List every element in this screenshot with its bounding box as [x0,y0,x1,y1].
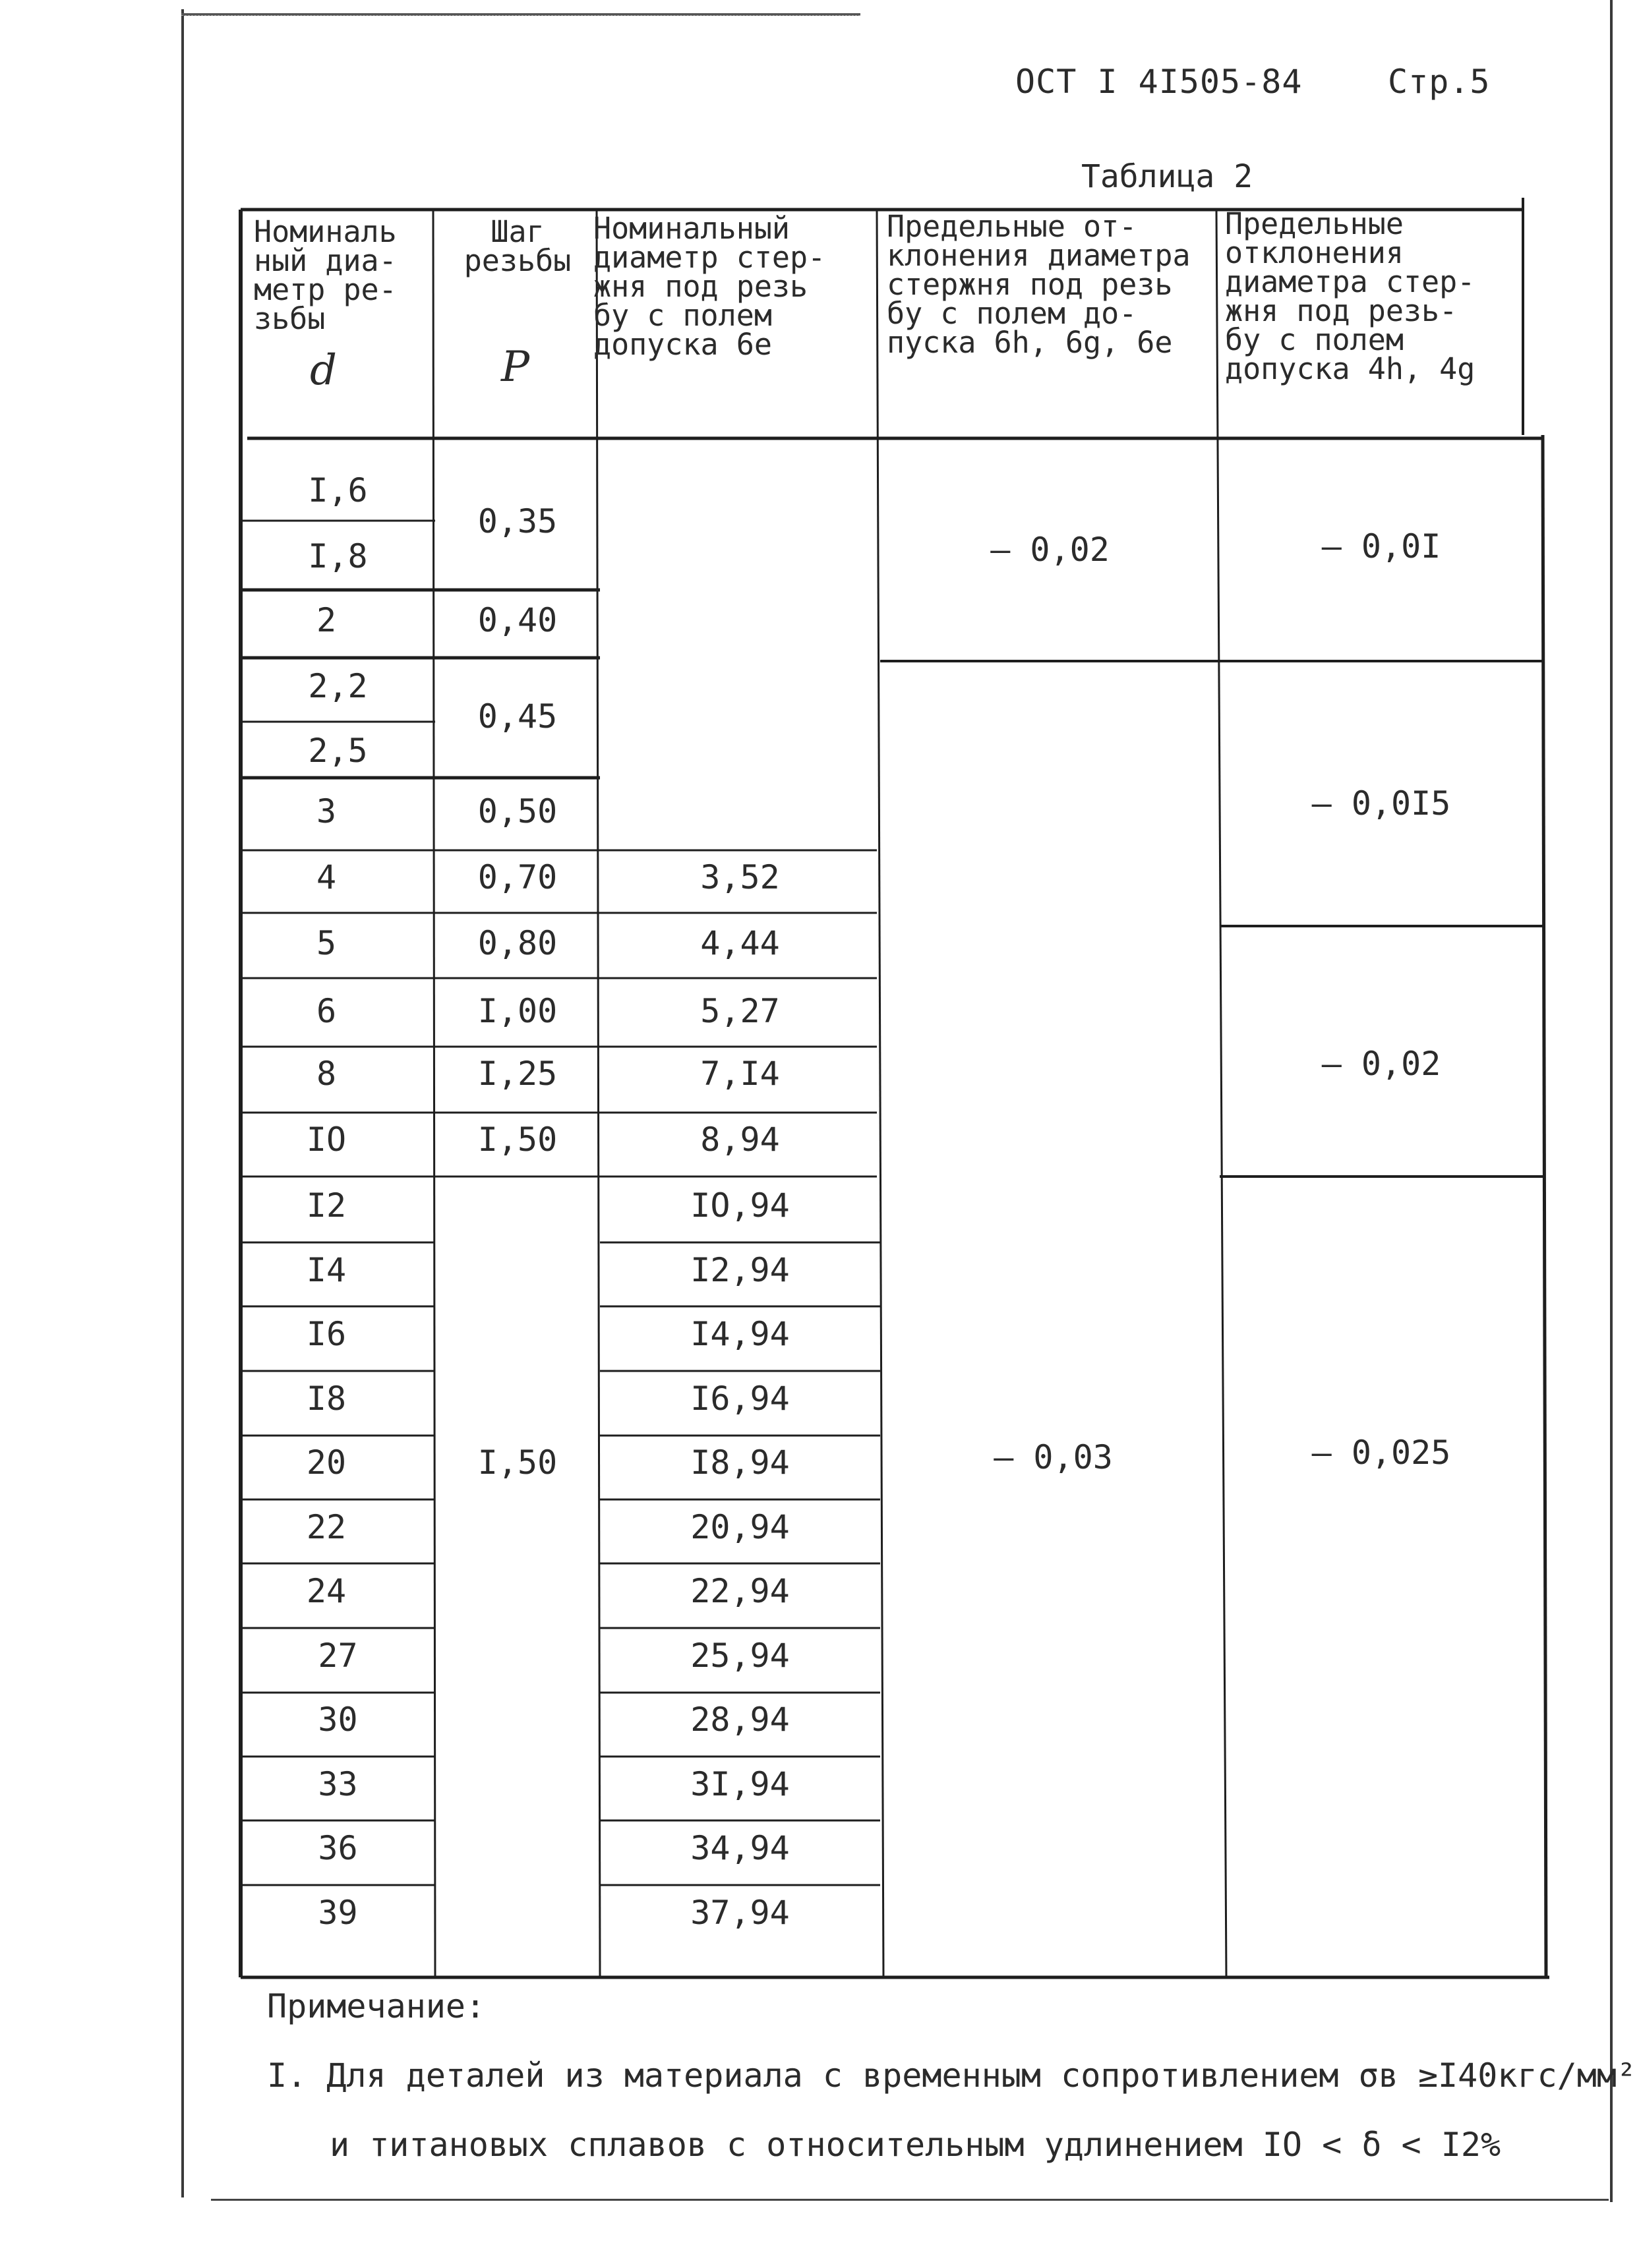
pitch-1-50-merged: I,50 [477,1443,558,1482]
deviation-4-a: – 0,0I [1321,527,1441,566]
column-header-rod-diameter: Номинальный диаметр стер- жня под резь бу с полем допуска 6е [593,211,826,362]
rod-diameter-4: 7,I4 [700,1055,780,1093]
rod-diameter-7: I2,94 [690,1251,790,1289]
row-d-12: I2 [306,1186,347,1225]
row-d-13: I4 [306,1251,347,1289]
deviation-4-c: – 0,02 [1321,1045,1441,1083]
pitch-0-70: 0,70 [477,858,558,896]
row-d-23: 39 [318,1894,358,1932]
pitch-0-40: 0,40 [477,601,558,639]
column-header-nominal-diameter: Номиналь ный диа- метр ре- зьбы [254,214,397,336]
deviation-6-lower: – 0,03 [994,1438,1113,1476]
row-d-11: IO [306,1120,347,1159]
pitch-0-50: 0,50 [477,792,558,830]
deviation-4-b: – 0,0I5 [1311,784,1451,823]
pitch-0-45: 0,45 [477,697,558,736]
pitch-1-25: I,25 [477,1055,558,1093]
note-title: Примечание: [267,1987,486,2025]
row-d-3: 2 [316,601,337,639]
row-d-15: I8 [306,1380,347,1418]
pitch-0-35: 0,35 [477,502,558,540]
row-d-6: 3 [316,792,337,830]
row-d-20: 30 [318,1701,358,1739]
rod-diameter-9: I6,94 [690,1380,790,1418]
deviation-4-d: – 0,025 [1311,1434,1451,1472]
note-line-1: I. Для деталей из материала с временным сопротивлением σв ≥I40кгс/мм² [267,2056,1637,2095]
rod-diameter-12: 22,94 [690,1572,790,1610]
row-d-1: I,6 [308,471,368,509]
rod-diameter-10: I8,94 [690,1443,790,1482]
rod-diameter-1: 3,52 [700,858,780,896]
row-d-14: I6 [306,1315,347,1353]
row-d-17: 22 [306,1508,347,1546]
rod-diameter-8: I4,94 [690,1315,790,1353]
rod-diameter-2: 4,44 [700,924,780,962]
table-title: Таблица 2 [1081,158,1253,195]
row-d-19: 27 [318,1637,358,1675]
row-d-18: 24 [306,1572,347,1610]
rod-diameter-16: 34,94 [690,1829,790,1867]
rod-diameter-14: 28,94 [690,1701,790,1739]
column-header-thread-pitch: Шаг резьбы [463,214,572,278]
symbol-d: d [310,346,337,395]
pitch-0-80: 0,80 [477,924,558,962]
row-d-4: 2,2 [308,667,368,705]
rod-diameter-6: IO,94 [690,1186,790,1225]
row-d-2: I,8 [308,537,368,575]
note-line-2: и титановых сплавов с относительным удлинением IO < δ < I2% [330,2126,1501,2164]
deviation-6-upper: – 0,02 [990,531,1110,569]
rod-diameter-11: 20,94 [690,1508,790,1546]
row-d-10: 8 [316,1055,337,1093]
pitch-1-00: I,00 [477,992,558,1030]
row-d-22: 36 [318,1829,358,1867]
rod-diameter-3: 5,27 [700,992,780,1030]
row-d-5: 2,5 [308,732,368,770]
rod-diameter-5: 8,94 [700,1120,780,1159]
row-d-7: 4 [316,858,337,896]
column-header-deviation-4: Предельные отклонения диаметра стер- жня под резь- бу с полем допуска 4h, 4g [1225,206,1475,386]
row-d-9: 6 [316,992,337,1030]
row-d-16: 20 [306,1443,347,1482]
column-header-deviation-6: Предельные от- клонения диаметра стержня под резь бу с полем до- пуска 6h, 6g, 6е [887,209,1191,360]
rod-diameter-15: 3I,94 [690,1765,790,1803]
rod-diameter-17: 37,94 [690,1894,790,1932]
document-code: ОСТ I 4I505-84 [1015,63,1303,101]
pitch-1-50-single: I,50 [477,1120,558,1159]
symbol-p: P [501,343,530,392]
row-d-8: 5 [316,924,337,962]
row-d-21: 33 [318,1765,358,1803]
page-number: Стр.5 [1388,63,1491,101]
rod-diameter-13: 25,94 [690,1637,790,1675]
